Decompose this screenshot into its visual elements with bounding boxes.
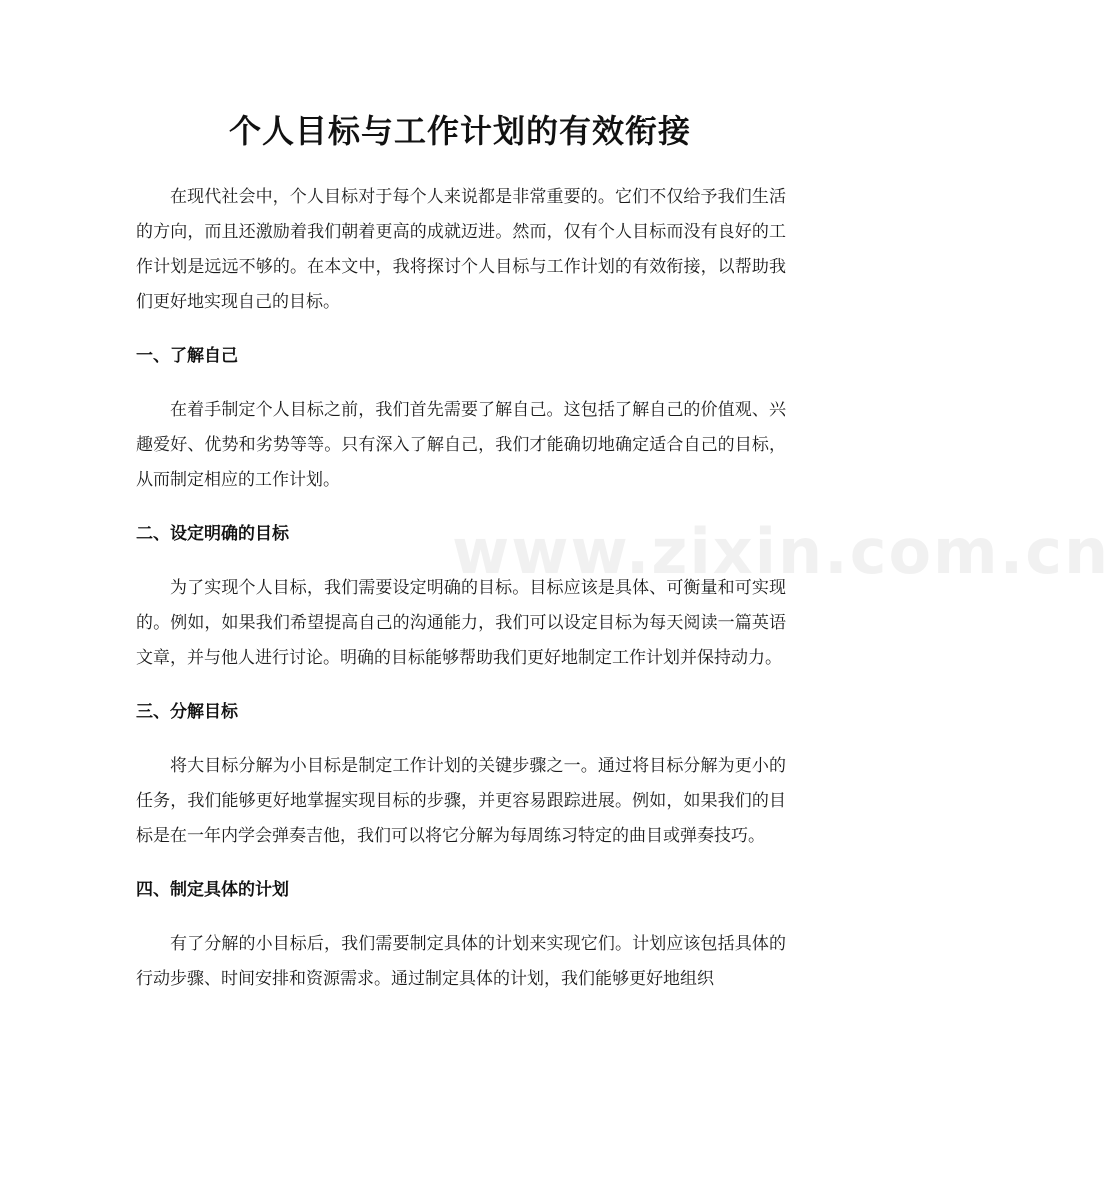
page-title: 个人目标与工作计划的有效衔接 [228, 112, 691, 150]
section-paragraph-make-plan: 有了分解的小目标后，我们需要制定具体的计划来实现它们。计划应该包括具体的行动步骤、时间安排和资源需求。通过制定具体的计划，我们能够更好地组织 [136, 934, 786, 989]
section-paragraph-set-goals: 为了实现个人目标，我们需要设定明确的目标。目标应该是具体、可衡量和可实现的。例如，如果我们希望提高自己的沟通能力，我们可以设定目标为每天阅读一篇英语文章，并与他人进行讨论。明确的目标能够帮助我们更好地制定工作计划并保持动力。 [136, 578, 786, 668]
intro-paragraph: 在现代社会中，个人目标对于每个人来说都是非常重要的。它们不仅给予我们生活的方向，而且还激励着我们朝着更高的成就迈进。然而，仅有个人目标而没有良好的工作计划是远远不够的。在本文中，我将探讨个人目标与工作计划的有效衔接，以帮助我们更好地实现自己的目标。 [136, 187, 786, 312]
section-heading-understand-self: 一、了解自己 [136, 346, 238, 366]
section-paragraph-break-down-goals: 将大目标分解为小目标是制定工作计划的关键步骤之一。通过将目标分解为更小的任务，我们能够更好地掌握实现目标的步骤，并更容易跟踪进展。例如，如果我们的目标是在一年内学会弹奏吉他，我们可以将它分解为每周练习特定的曲目或弹奏技巧。 [136, 756, 786, 846]
section-paragraph-understand-self: 在着手制定个人目标之前，我们首先需要了解自己。这包括了解自己的价值观、兴趣爱好、优势和劣势等等。只有深入了解自己，我们才能确切地确定适合自己的目标，从而制定相应的工作计划。 [136, 400, 786, 490]
section-heading-set-goals: 二、设定明确的目标 [136, 524, 289, 544]
document-body [136, 180, 786, 997]
section-heading-make-plan: 四、制定具体的计划 [136, 880, 289, 900]
watermark-text: www.zixin.com.cn [452, 515, 1110, 588]
section-heading-break-down-goals: 三、分解目标 [136, 702, 238, 722]
